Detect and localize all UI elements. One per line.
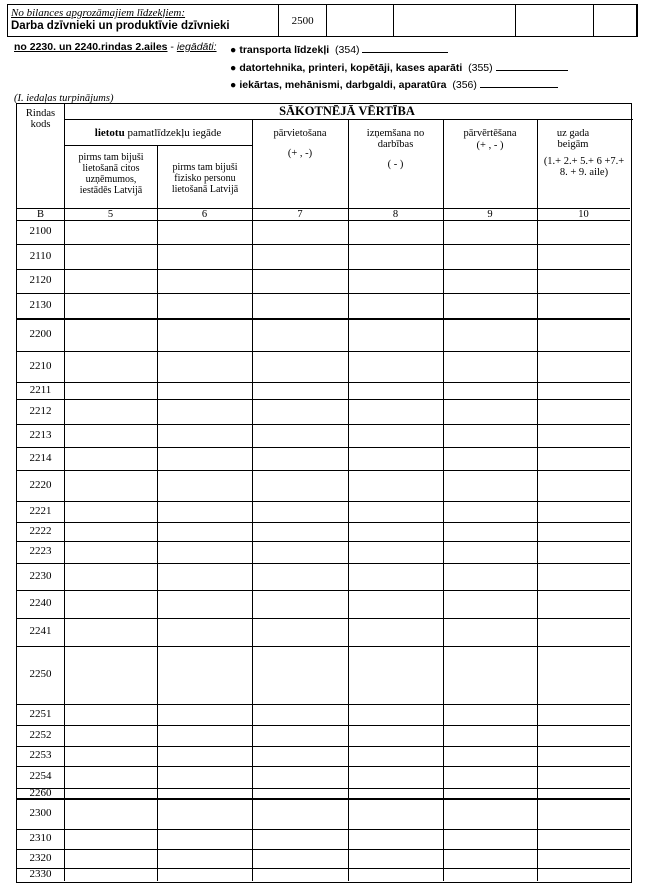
breakdown-item-name: datortehnika, printeri, kopētāji, kases aparāti [239, 62, 463, 74]
value-cell[interactable] [538, 564, 630, 590]
row-code: 2300 [29, 806, 52, 819]
value-cell[interactable] [349, 869, 443, 881]
value-cell[interactable] [158, 221, 252, 244]
breakdown-item-transport [230, 42, 448, 56]
value-cell[interactable] [253, 830, 348, 849]
value-cell[interactable] [65, 767, 157, 788]
value-cell[interactable] [538, 705, 630, 725]
summary-input-cell[interactable] [516, 5, 594, 36]
acquisition-breakdown [14, 41, 634, 91]
breakdown-item-computers [230, 60, 568, 74]
row-code: 2221 [29, 504, 52, 517]
value-cell[interactable] [349, 270, 443, 293]
value-cell[interactable] [65, 705, 157, 725]
value-cell[interactable] [253, 705, 348, 725]
value-cell[interactable] [158, 425, 252, 447]
row-code: 2130 [29, 298, 52, 311]
summary-input-cell[interactable] [327, 5, 394, 36]
row-code-header: Rindas kods [25, 108, 56, 130]
value-cell[interactable] [65, 850, 157, 868]
value-cell[interactable] [158, 799, 252, 829]
value-cell[interactable] [444, 767, 537, 788]
value-cell[interactable] [444, 245, 537, 269]
value-cell[interactable] [158, 850, 252, 868]
value-cell[interactable] [349, 591, 443, 618]
value-cell[interactable] [349, 425, 443, 447]
value-cell[interactable] [158, 564, 252, 590]
used-assets-acquisition-header [64, 128, 252, 139]
value-cell[interactable] [65, 799, 157, 829]
value-cell[interactable] [253, 747, 348, 766]
value-cell[interactable] [349, 564, 443, 590]
summary-strip [7, 4, 638, 37]
value-cell[interactable] [253, 591, 348, 618]
initial-value-title: SĀKOTNĒJĀ VĒRTĪBA [279, 104, 415, 118]
value-cell[interactable] [253, 789, 348, 798]
column-number: 9 [487, 209, 493, 220]
value-cell[interactable] [65, 270, 157, 293]
value-cell[interactable] [538, 383, 630, 399]
value-cell[interactable] [444, 352, 537, 382]
breakdown-item-code: (356) [452, 79, 477, 91]
value-cell[interactable] [65, 869, 157, 881]
bullet-icon: ● [230, 44, 237, 56]
value-cell[interactable] [158, 270, 252, 293]
value-cell[interactable] [444, 294, 537, 318]
row-code: 2251 [29, 707, 52, 720]
value-cell[interactable] [444, 448, 537, 470]
summary-label [8, 5, 279, 36]
value-cell[interactable] [538, 869, 630, 881]
value-cell[interactable] [253, 726, 348, 746]
summary-label-line1: No bilances apgrozāmajiem līdzekļiem: [11, 7, 186, 19]
value-cell[interactable] [349, 705, 443, 725]
row-code: 2100 [29, 225, 52, 237]
value-cell[interactable] [444, 619, 537, 646]
header-rule [64, 145, 252, 146]
value-cell[interactable] [349, 221, 443, 244]
revaluation-header: pārvērtēšana [463, 128, 517, 139]
value-cell[interactable] [158, 502, 252, 522]
value-cell[interactable] [349, 383, 443, 399]
disposal-sign: ( - ) [387, 159, 404, 170]
value-cell[interactable] [349, 850, 443, 868]
value-cell[interactable] [65, 789, 157, 798]
value-cell[interactable] [444, 270, 537, 293]
value-cell[interactable] [349, 294, 443, 318]
value-cell[interactable] [444, 647, 537, 704]
value-cell[interactable] [444, 850, 537, 868]
value-cell[interactable] [253, 619, 348, 646]
value-cell[interactable] [538, 448, 630, 470]
breakdown-item-code: (355) [468, 62, 493, 74]
disposal-header: izņemšana no darbības [366, 128, 425, 150]
value-cell[interactable] [444, 705, 537, 725]
value-cell[interactable] [349, 726, 443, 746]
row-code: 2254 [29, 770, 52, 782]
initial-value-table [16, 103, 632, 883]
value-cell[interactable] [444, 747, 537, 766]
row-code: 2230 [29, 569, 52, 582]
value-cell[interactable] [444, 789, 537, 798]
value-cell[interactable] [158, 523, 252, 541]
row-code: 2310 [29, 832, 52, 844]
year-end-formula: (1.+ 2.+ 5.+ 6 +7.+ 8. + 9. aile) [543, 156, 625, 178]
value-cell[interactable] [538, 789, 630, 798]
value-cell[interactable] [65, 564, 157, 590]
row-code: 2330 [29, 867, 52, 880]
value-cell[interactable] [253, 383, 348, 399]
year-end-header: uz gada beigām [556, 128, 590, 150]
value-cell[interactable] [444, 383, 537, 399]
value-cell[interactable] [538, 425, 630, 447]
value-cell[interactable] [65, 319, 157, 351]
value-cell[interactable] [65, 352, 157, 382]
breakdown-intro-italic: iegādāti: [176, 41, 217, 53]
value-cell[interactable] [65, 523, 157, 541]
value-cell[interactable] [538, 619, 630, 646]
value-cell[interactable] [538, 523, 630, 541]
value-cell[interactable] [349, 647, 443, 704]
value-cell[interactable] [158, 471, 252, 501]
value-cell[interactable] [444, 523, 537, 541]
value-cell[interactable] [253, 270, 348, 293]
value-cell[interactable] [65, 471, 157, 501]
value-cell[interactable] [253, 647, 348, 704]
continuation-note: (I. iedaļas turpinājums) [14, 93, 114, 104]
value-cell[interactable] [538, 747, 630, 766]
row-code: 2210 [29, 359, 52, 372]
value-cell[interactable] [349, 448, 443, 470]
value-cell[interactable] [253, 767, 348, 788]
value-cell[interactable] [253, 869, 348, 881]
bullet-icon: ● [230, 62, 237, 74]
value-cell[interactable] [158, 591, 252, 618]
row-code: 2223 [29, 545, 52, 557]
value-cell[interactable] [444, 319, 537, 351]
summary-input-cell[interactable] [394, 5, 517, 36]
value-cell[interactable] [158, 448, 252, 470]
value-cell[interactable] [158, 789, 252, 798]
sub-header-individuals: pirms tam bijuši fizisko personu lietošanā Latvijā [171, 162, 239, 195]
summary-label-line2: Darba dzīvnieki un produktīvie dzīvnieki [11, 20, 230, 32]
value-cell[interactable] [65, 591, 157, 618]
value-cell[interactable] [538, 270, 630, 293]
value-cell[interactable] [538, 542, 630, 563]
summary-input-cell[interactable] [594, 5, 637, 36]
value-cell[interactable] [158, 542, 252, 563]
value-cell[interactable] [253, 542, 348, 563]
value-cell[interactable] [538, 471, 630, 501]
row-code: 2213 [29, 428, 52, 441]
value-cell[interactable] [253, 502, 348, 522]
value-cell[interactable] [349, 352, 443, 382]
breakdown-item-name: iekārtas, mehānismi, darbgaldi, aparatūra [239, 79, 447, 91]
summary-row-code: 2500 [279, 5, 327, 36]
value-cell[interactable] [253, 221, 348, 244]
row-code: 2200 [29, 327, 52, 340]
revaluation-sign: (+ , - ) [476, 140, 504, 151]
value-cell[interactable] [65, 619, 157, 646]
value-cell[interactable] [538, 221, 630, 244]
value-cell[interactable] [349, 830, 443, 849]
value-cell[interactable] [158, 400, 252, 424]
acq-bold: lietotu [94, 127, 125, 139]
value-cell[interactable] [349, 789, 443, 798]
column-number: B [36, 209, 44, 220]
value-cell[interactable] [538, 400, 630, 424]
transfer-sign: (+ , -) [287, 148, 313, 159]
row-code: 2120 [29, 274, 52, 286]
row-code: 2220 [29, 478, 52, 491]
breakdown-item-input-line[interactable] [480, 77, 558, 88]
value-cell[interactable] [65, 383, 157, 399]
value-cell[interactable] [65, 542, 157, 563]
value-cell[interactable] [158, 705, 252, 725]
value-cell[interactable] [538, 767, 630, 788]
value-cell[interactable] [253, 400, 348, 424]
column-number: 8 [392, 209, 399, 220]
value-cell[interactable] [349, 523, 443, 541]
value-cell[interactable] [158, 294, 252, 318]
value-cell[interactable] [158, 245, 252, 269]
value-cell[interactable] [158, 869, 252, 881]
value-cell[interactable] [158, 383, 252, 399]
row-code: 2211 [29, 383, 52, 396]
row-code: 2214 [29, 451, 52, 464]
value-cell[interactable] [538, 294, 630, 318]
value-cell[interactable] [349, 619, 443, 646]
value-cell[interactable] [444, 502, 537, 522]
value-cell[interactable] [158, 352, 252, 382]
value-cell[interactable] [253, 425, 348, 447]
value-cell[interactable] [65, 294, 157, 318]
value-cell[interactable] [349, 799, 443, 829]
column-number: 6 [201, 209, 208, 220]
value-cell[interactable] [538, 352, 630, 382]
row-code: 2250 [29, 668, 52, 680]
value-cell[interactable] [253, 294, 348, 318]
column-number: 10 [578, 209, 589, 220]
value-cell[interactable] [65, 747, 157, 766]
breakdown-intro [14, 41, 217, 53]
column-number: 5 [107, 209, 114, 220]
value-cell[interactable] [253, 799, 348, 829]
row-code: 2222 [29, 524, 52, 537]
value-cell[interactable] [158, 830, 252, 849]
value-cell[interactable] [65, 425, 157, 447]
bullet-icon: ● [230, 79, 237, 91]
value-cell[interactable] [253, 850, 348, 868]
value-cell[interactable] [65, 647, 157, 704]
value-cell[interactable] [65, 502, 157, 522]
breakdown-item-code: (354) [335, 44, 360, 56]
sub-header-companies: pirms tam bijuši lietošanā citos uzņēmumos, iestādēs Latvijā [78, 152, 144, 196]
value-cell[interactable] [444, 564, 537, 590]
value-cell[interactable] [349, 747, 443, 766]
value-cell[interactable] [444, 591, 537, 618]
value-cell[interactable] [538, 319, 630, 351]
value-cell[interactable] [538, 799, 630, 829]
row-code: 2252 [29, 728, 52, 741]
breakdown-intro-sep: - [167, 41, 177, 53]
value-cell[interactable] [253, 448, 348, 470]
value-cell[interactable] [444, 400, 537, 424]
value-cell[interactable] [158, 319, 252, 351]
value-cell[interactable] [253, 245, 348, 269]
value-cell[interactable] [538, 726, 630, 746]
breakdown-intro-bold: no 2230. un 2240.rindas 2.ailes [14, 41, 168, 53]
value-cell[interactable] [538, 850, 630, 868]
value-cell[interactable] [158, 619, 252, 646]
value-cell[interactable] [538, 591, 630, 618]
value-cell[interactable] [158, 726, 252, 746]
value-cell[interactable] [349, 767, 443, 788]
value-cell[interactable] [538, 647, 630, 704]
value-cell[interactable] [444, 542, 537, 563]
row-code: 2212 [29, 404, 52, 417]
column-number: 7 [297, 209, 303, 220]
value-cell[interactable] [349, 245, 443, 269]
row-code: 2260 [29, 787, 52, 799]
value-cell[interactable] [65, 221, 157, 244]
value-cell[interactable] [444, 799, 537, 829]
breakdown-item-equipment [230, 77, 558, 91]
value-cell[interactable] [253, 319, 348, 351]
value-cell[interactable] [349, 400, 443, 424]
value-cell[interactable] [253, 564, 348, 590]
value-cell[interactable] [65, 830, 157, 849]
row-code: 2110 [29, 249, 52, 262]
breakdown-item-name: transporta līdzekļi [239, 44, 330, 56]
value-cell[interactable] [444, 425, 537, 447]
value-cell[interactable] [444, 830, 537, 849]
value-cell[interactable] [65, 726, 157, 746]
transfer-header: pārvietošana [273, 128, 327, 139]
value-cell[interactable] [253, 471, 348, 501]
row-code: 2241 [29, 625, 52, 637]
value-cell[interactable] [158, 647, 252, 704]
breakdown-item-input-line[interactable] [496, 60, 568, 71]
value-cell[interactable] [158, 747, 252, 766]
breakdown-item-input-line[interactable] [362, 42, 448, 53]
value-cell[interactable] [65, 245, 157, 269]
value-cell[interactable] [349, 542, 443, 563]
value-cell[interactable] [444, 221, 537, 244]
value-cell[interactable] [444, 471, 537, 501]
value-cell[interactable] [349, 502, 443, 522]
value-cell[interactable] [349, 319, 443, 351]
acq-rest: pamatlīdzekļu iegāde [124, 127, 222, 139]
value-cell[interactable] [538, 502, 630, 522]
value-cell[interactable] [158, 767, 252, 788]
value-cell[interactable] [253, 523, 348, 541]
value-cell[interactable] [538, 245, 630, 269]
row-code: 2240 [29, 597, 52, 609]
value-cell[interactable] [65, 400, 157, 424]
row-code: 2320 [29, 851, 52, 864]
value-cell[interactable] [253, 352, 348, 382]
value-cell[interactable] [444, 869, 537, 881]
value-cell[interactable] [349, 471, 443, 501]
value-cell[interactable] [65, 448, 157, 470]
value-cell[interactable] [538, 830, 630, 849]
row-code: 2253 [29, 749, 52, 761]
value-cell[interactable] [444, 726, 537, 746]
